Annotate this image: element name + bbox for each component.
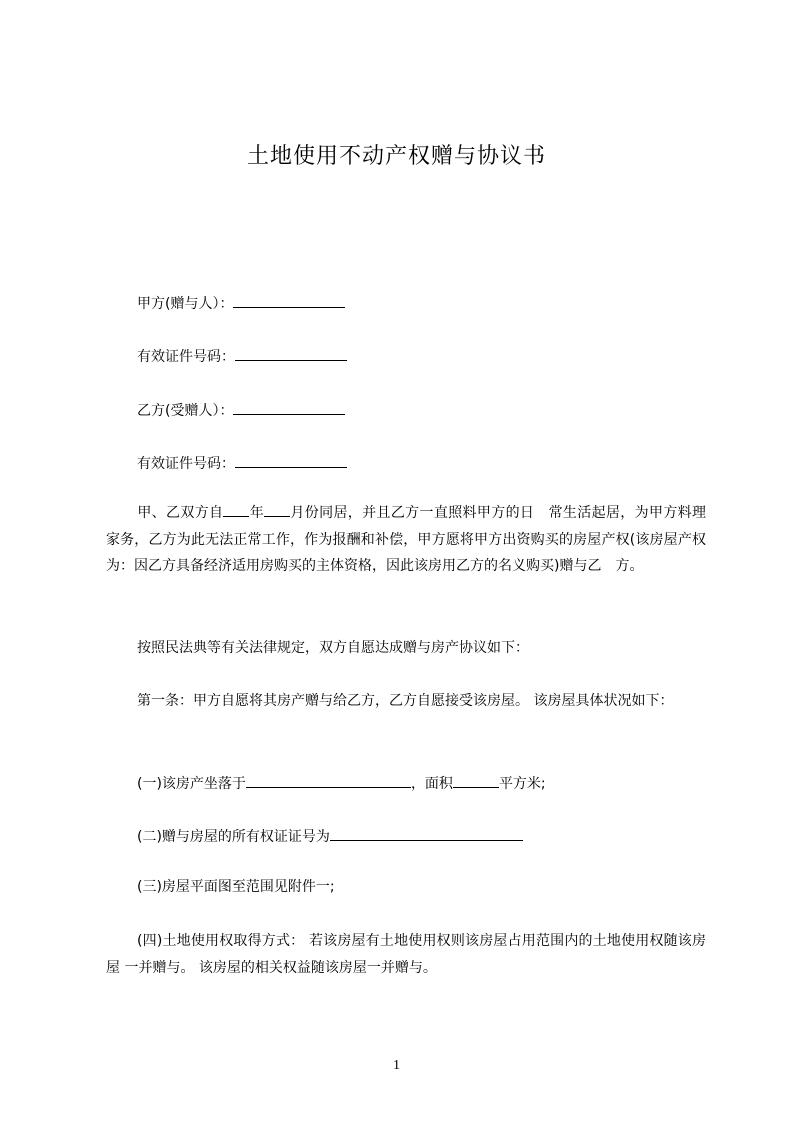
para1-text-1: 甲、乙双方自: [137, 505, 224, 521]
article1-text: 第一条：甲方自愿将其房产赠与给乙方，乙方自愿接受该房屋。 该房屋具体状况如下：: [137, 693, 674, 709]
para2-text: 按照民法典等有关法律规定，双方自愿达成赠与房产协议如下：: [137, 640, 529, 656]
paragraph-legal-basis: [106, 635, 706, 662]
party-a-id-line: [137, 344, 347, 367]
area-blank: [453, 771, 499, 788]
party-a-id-label: 有效证件号码：: [137, 349, 235, 365]
month-blank: [264, 500, 290, 517]
item-3-line: [137, 877, 335, 897]
party-a-label: 甲方(赠与人）：: [137, 296, 234, 312]
location-blank: [246, 771, 411, 788]
item4-text: (四)土地使用权取得方式： 若该房屋有土地使用权则该房屋占用范围内的土地使用权随该房屋 一并赠与。 该房屋的相关权益随该房屋一并赠与。: [106, 933, 706, 976]
paragraph-cohabitation: [106, 500, 706, 580]
party-b-label: 乙方(受赠人）：: [137, 403, 234, 419]
party-b-blank: [233, 398, 345, 415]
article-1: [106, 688, 706, 715]
item1-middle: ，面积: [410, 776, 453, 792]
party-a-blank: [233, 291, 345, 308]
party-b-id-label: 有效证件号码：: [137, 456, 235, 472]
item3-text: (三)房屋平面图至范围见附件一;: [137, 879, 335, 895]
item-1-line: [137, 771, 546, 794]
document-title: 土地使用不动产权赠与协议书: [246, 144, 546, 169]
certificate-number-blank: [330, 824, 523, 841]
page-number: 1: [393, 1058, 400, 1073]
party-b-line: [137, 398, 345, 421]
party-b-id-line: [137, 451, 347, 474]
item-4: [106, 928, 706, 981]
year-blank: [223, 500, 249, 517]
party-b-id-blank: [235, 451, 347, 468]
party-a-id-blank: [235, 344, 347, 361]
party-a-line: [137, 291, 345, 314]
para1-text-3: 月份同居，并且乙方一直照料甲方的日 常生活起居，为甲方料理家务，乙方为此无法正常工作，作为报酬和补偿，甲方愿将甲方出资购买的房屋产权(该房屋产权为：因乙方具备经济适用房购买的主体资格，因此该房用乙方的名义购买)赠与乙 方。: [106, 505, 707, 574]
item2-text: (二)赠与房屋的所有权证证号为: [137, 829, 330, 845]
item1-prefix: (一)该房产坐落于: [137, 776, 246, 792]
item1-suffix: 平方米;: [498, 776, 546, 792]
item-2-line: [137, 824, 523, 847]
para1-text-2: 年: [249, 505, 265, 521]
